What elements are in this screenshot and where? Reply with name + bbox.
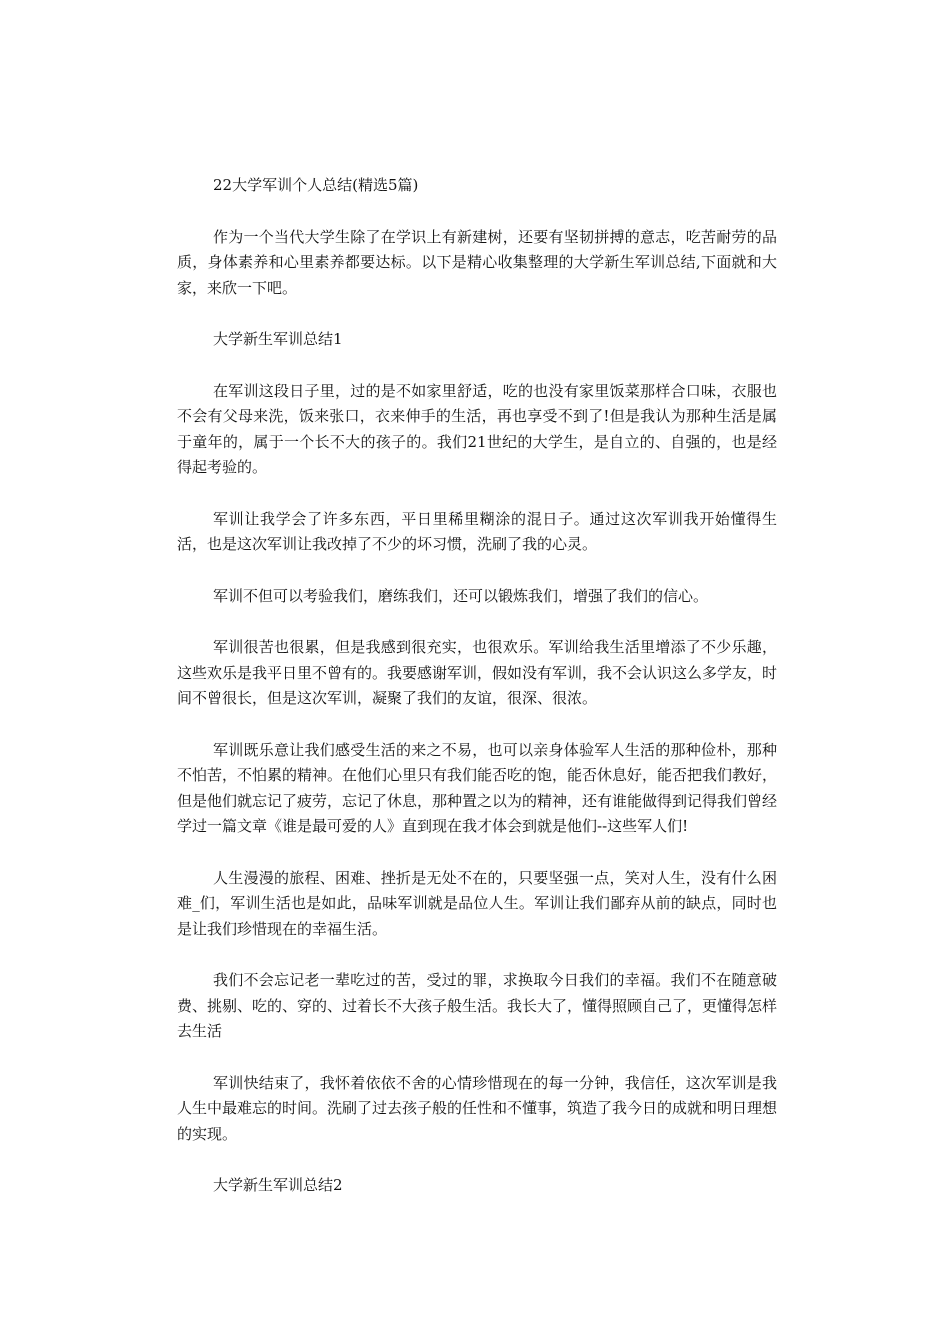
intro-paragraph: 作为一个当代大学生除了在学识上有新建树，还要有坚韧拼搏的意志，吃苦耐劳的品质，身体素养和心里素养都要达标。以下是精心收集整理的大学新生军训总结,下面就和大家，来欣一下吧。 [177,227,777,297]
body-paragraph: 军训不但可以考验我们，磨练我们，还可以锻炼我们，增强了我们的信心。 [213,586,709,605]
body-paragraph: 军训让我学会了许多东西，平日里稀里糊涂的混日子。通过这次军训我开始懂得生活，也是这次军训让我改掉了不少的坏习惯，洗刷了我的心灵。 [177,509,777,553]
body-paragraph: 军训很苦也很累，但是我感到很充实，也很欢乐。军训给我生活里增添了不少乐趣，这些欢乐是我平日里不曾有的。我要感谢军训，假如没有军训，我不会认识这么多学友，时间不曾很长，但是这次军训，凝聚了我们的友谊，很深、很浓。 [177,638,778,707]
body-paragraph: 我们不会忘记老一辈吃过的苦，受过的罪，求换取今日我们的幸福。我们不在随意破费、挑剔、吃的、穿的、过着长不大孩子般生活。我长大了，懂得照顾自己了，更懂得怎样去生活 [177,971,778,1040]
body-paragraph: 军训既乐意让我们感受生活的来之不易，也可以亲身体验军人生活的那种俭朴，那种不怕苦，不怕累的精神。在他们心里只有我们能否吃的饱，能否休息好，能否把我们教好，但是他们就忘记了疲劳，忘记了休息，那种置之以为的精神，还有谁能做得到记得我们曾经学过一篇文章《谁是最可爱的人》直到现在我才体会到就是他们--这些军人们! [177,740,778,835]
document-title: 22大学军训个人总结(精选5篇) [213,176,419,194]
section-heading-1: 大学新生军训总结1 [213,330,343,348]
section-heading-2: 大学新生军训总结2 [213,1176,343,1194]
body-paragraph: 军训快结束了，我怀着依依不舍的心情珍惜现在的每一分钟，我信任，这次军训是我人生中最难忘的时间。洗刷了过去孩子般的任性和不懂事，筑造了我今日的成就和明日理想的实现。 [177,1073,778,1143]
body-paragraph: 在军训这段日子里，过的是不如家里舒适，吃的也没有家里饭菜那样合口味，衣服也不会有父母来洗，饭来张口，衣来伸手的生活，再也享受不到了!但是我认为那种生活是属于童年的，属于一个长不大的孩子的。我们21世纪的大学生，是自立的、自强的，也是经得起考验的。 [177,381,777,476]
document-body [177,173,777,1225]
body-paragraph: 人生漫漫的旅程、困难、挫折是无处不在的，只要坚强一点，笑对人生，没有什么困难_们，军训生活也是如此，品味军训就是品位人生。军训让我们鄙弃从前的缺点，同时也是让我们珍惜现在的幸福生活。 [177,868,777,938]
